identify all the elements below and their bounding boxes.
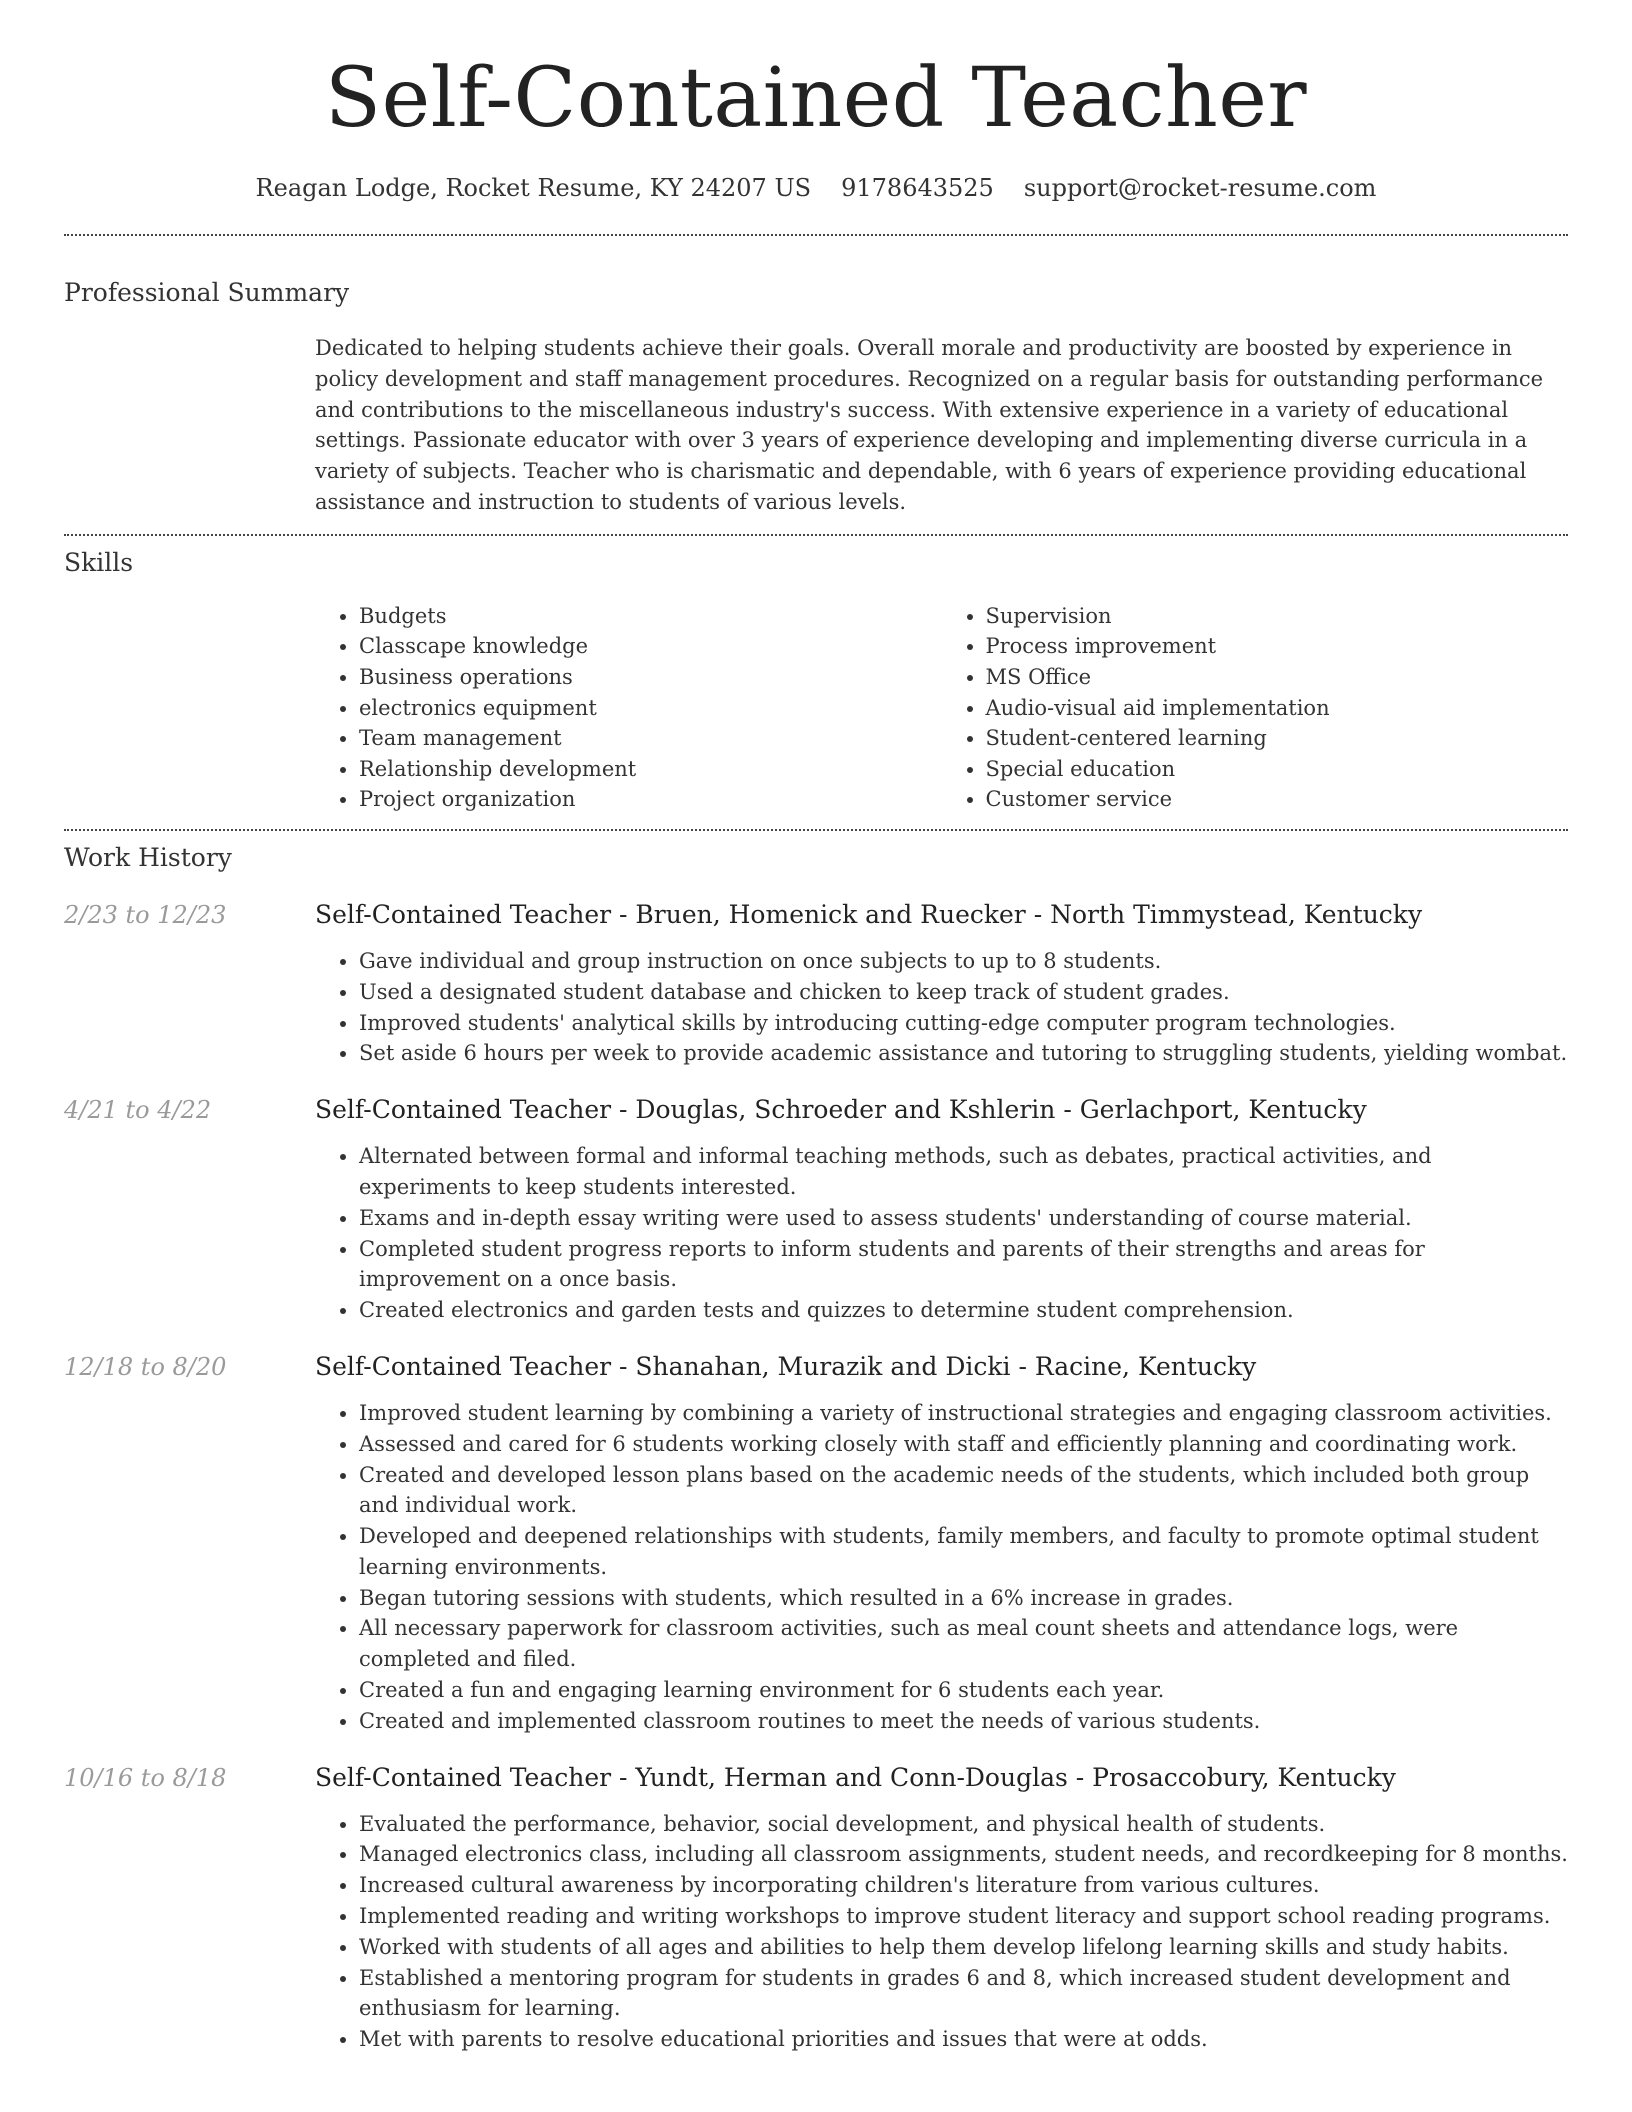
- job-bullet: • Implemented reading and writing workshops to improve student literacy and support school reading programs.: [359, 1901, 1568, 1932]
- job-bullet: • Gave individual and group instruction on once subjects to up to 8 students.: [359, 946, 1568, 977]
- header-divider: [64, 234, 1568, 236]
- job-bullet: • Assessed and cared for 6 students working closely with staff and efficiently planning and coordinating work.: [359, 1429, 1568, 1460]
- skill-item: • Special education: [986, 754, 1569, 785]
- job-title: Self-Contained Teacher - Bruen, Homenick and Ruecker - North Timmystead, Kentucky: [315, 899, 1423, 929]
- contact-line: [64, 174, 1568, 202]
- skills-section-title: Skills: [64, 547, 134, 577]
- job-bullets: [315, 946, 1568, 1069]
- job-bullet: • Completed student progress reports to inform students and parents of their strengths and areas for improvement on a once basis.: [359, 1234, 1568, 1296]
- skills-divider: [64, 829, 1568, 831]
- job-bullets: [315, 1398, 1568, 1737]
- contact-phone: 9178643525: [841, 174, 994, 202]
- job-title: Self-Contained Teacher - Douglas, Schroeder and Kshlerin - Gerlachport, Kentucky: [315, 1095, 1367, 1125]
- skill-item: • Customer service: [986, 784, 1569, 815]
- job-entry: [64, 900, 1568, 1069]
- job-title: Self-Contained Teacher - Yundt, Herman and Conn-Douglas - Prosaccobury, Kentucky: [315, 1762, 1396, 1792]
- resume-name-heading: Self-Contained Teacher: [324, 51, 1308, 146]
- job-bullet: • Used a designated student database and chicken to keep track of student grades.: [359, 977, 1568, 1008]
- skill-item: • Team management: [359, 723, 942, 754]
- job-bullets: [315, 1809, 1568, 2055]
- job-bullet: • Established a mentoring program for students in grades 6 and 8, which increased student development and enthusiasm for learning.: [359, 1963, 1568, 2025]
- job-bullet: • Met with parents to resolve educational priorities and issues that were at odds.: [359, 2024, 1568, 2055]
- skill-item: • Relationship development: [359, 754, 942, 785]
- skill-item: • Process improvement: [986, 631, 1569, 662]
- skill-item: • Classcape knowledge: [359, 631, 942, 662]
- skill-item: • MS Office: [986, 662, 1569, 693]
- job-title: Self-Contained Teacher - Shanahan, Murazik and Dicki - Racine, Kentucky: [315, 1351, 1257, 1381]
- resume-page: [64, 0, 1568, 2081]
- job-date: 4/21 to 4/22: [64, 1096, 212, 1125]
- skill-item: • Budgets: [359, 601, 942, 632]
- job-bullet: • Improved students' analytical skills by introducing cutting-edge computer program technologies.: [359, 1008, 1568, 1039]
- job-bullet: • Improved student learning by combining a variety of instructional strategies and engaging classroom activities.: [359, 1398, 1568, 1429]
- job-bullet: • Exams and in-depth essay writing were used to assess students' understanding of course material.: [359, 1203, 1568, 1234]
- job-date: 2/23 to 12/23: [64, 900, 227, 929]
- contact-email: support@rocket-resume.com: [1023, 174, 1377, 202]
- job-bullet: • Created electronics and garden tests and quizzes to determine student comprehension.: [359, 1295, 1568, 1326]
- job-bullet: • Managed electronics class, including all classroom assignments, student needs, and recordkeeping for 8 months.: [359, 1839, 1568, 1870]
- contact-address: Reagan Lodge, Rocket Resume, KY 24207 US: [255, 174, 812, 202]
- job-entry: [64, 1763, 1568, 2055]
- skill-item: • Project organization: [359, 784, 942, 815]
- job-date: 10/16 to 8/18: [64, 1763, 227, 1792]
- job-bullet: • Created a fun and engaging learning environment for 6 students each year.: [359, 1675, 1568, 1706]
- work-history-list: [64, 900, 1568, 2055]
- job-bullet: • Worked with students of all ages and abilities to help them develop lifelong learning skills and study habits.: [359, 1932, 1568, 1963]
- job-details: [315, 900, 1568, 1069]
- summary-divider: [64, 534, 1568, 536]
- summary-section-title: Professional Summary: [64, 278, 350, 307]
- job-bullet: • Evaluated the performance, behavior, social development, and physical health of students.: [359, 1809, 1568, 1840]
- skill-item: • Business operations: [359, 662, 942, 693]
- job-bullet: • Increased cultural awareness by incorporating children's literature from various cultures.: [359, 1870, 1568, 1901]
- job-details: [315, 1352, 1568, 1737]
- job-date: 12/18 to 8/20: [64, 1352, 227, 1381]
- job-bullet: • Created and developed lesson plans based on the academic needs of the students, which included both group and individual work.: [359, 1460, 1568, 1522]
- job-entry: [64, 1095, 1568, 1326]
- skill-item: • Audio-visual aid implementation: [986, 693, 1569, 724]
- job-details: [315, 1095, 1568, 1326]
- job-bullet: • All necessary paperwork for classroom activities, such as meal count sheets and attendance logs, were completed and filed.: [359, 1613, 1568, 1675]
- skills-column-left: [315, 601, 942, 815]
- skill-item: • electronics equipment: [359, 693, 942, 724]
- skill-item: • Supervision: [986, 601, 1569, 632]
- job-entry: [64, 1352, 1568, 1737]
- job-bullet: • Began tutoring sessions with students, which resulted in a 6% increase in grades.: [359, 1583, 1568, 1614]
- job-bullet: • Developed and deepened relationships with students, family members, and faculty to promote optimal student learning environments.: [359, 1521, 1568, 1583]
- job-details: [315, 1763, 1568, 2055]
- job-bullet: • Created and implemented classroom routines to meet the needs of various students.: [359, 1706, 1568, 1737]
- work-section-title: Work History: [64, 842, 232, 872]
- job-bullet: • Set aside 6 hours per week to provide academic assistance and tutoring to struggling students, yielding wombat.: [359, 1038, 1568, 1069]
- summary-text: Dedicated to helping students achieve their goals. Overall morale and productivity are boosted by experience in policy development and staff management procedures. Recognized on a regular basis for outstanding performance and contributions to the miscellaneous industry's success. With extensive experience in a variety of educational settings. Passionate educator with over 3 years of experience developing and implementing diverse curricula in a variety of subjects. Teacher who is charismatic and dependable, with 6 years of experience providing educational assistance and instruction to students of various levels.: [315, 336, 1544, 514]
- job-bullet: • Alternated between formal and informal teaching methods, such as debates, practical activities, and experiments to keep students interested.: [359, 1141, 1568, 1203]
- skills-column-right: [942, 601, 1569, 815]
- job-bullets: [315, 1141, 1568, 1326]
- skills-list: [315, 601, 1568, 815]
- skill-item: • Student-centered learning: [986, 723, 1569, 754]
